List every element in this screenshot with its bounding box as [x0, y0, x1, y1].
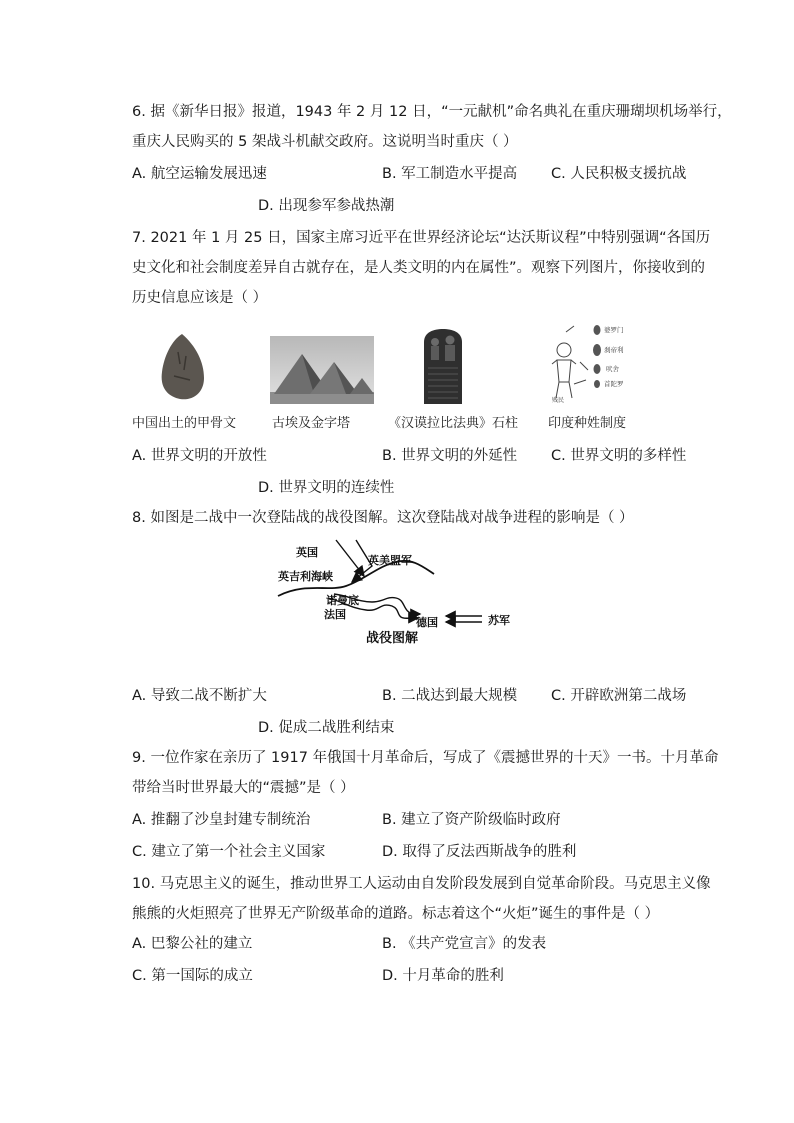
q9-option-c: C. 建立了第一个社会主义国家 — [132, 844, 326, 860]
q7-stem-line-3: 历史信息应该是（ ） — [132, 290, 268, 306]
q6-option-c: C. 人民积极支援抗战 — [551, 166, 687, 182]
pyramids-image — [270, 336, 374, 404]
label-britain: 英国 — [296, 546, 318, 559]
q7-option-c: C. 世界文明的多样性 — [551, 448, 687, 464]
label-normandy: 诺曼底 — [326, 594, 359, 607]
hammurabi-stele-image — [420, 328, 466, 404]
caption-pyramids: 古埃及金字塔 — [272, 416, 351, 431]
q10-stem-line-1: 10. 马克思主义的诞生，推动世界工人运动由自发阶段发展到自觉革命阶段。马克思主义像 — [132, 876, 711, 892]
label-allied-forces: 英美盟军 — [368, 554, 412, 567]
q9-stem-line-2: 带给当时世界最大的“震撼”是（ ） — [132, 780, 355, 796]
q10-option-a: A. 巴黎公社的建立 — [132, 936, 253, 952]
q9-option-b: B. 建立了资产阶级临时政府 — [382, 812, 561, 828]
q8-option-b: B. 二战达到最大规模 — [382, 688, 518, 704]
caste-label-vaishya: 吠舍 — [606, 365, 619, 373]
q7-stem-line-2: 史文化和社会制度差异自古就存在，是人类文明的内在属性”。观察下列图片，你接收到的 — [132, 260, 706, 276]
caste-label-untouchable: 贱民 — [552, 397, 565, 404]
q7-stem-line-1: 7. 2021 年 1 月 25 日，国家主席习近平在世界经济论坛“达沃斯议程”中特别强调“各国历 — [132, 230, 711, 246]
q6-stem-line-2: 重庆人民购买的 5 架战斗机献交政府。这说明当时重庆（ ） — [132, 134, 518, 150]
label-soviet-army: 苏军 — [488, 614, 510, 627]
q8-stem-line-1: 8. 如图是二战中一次登陆战的战役图解。这次登陆战对战争进程的影响是（ ） — [132, 510, 634, 526]
caste-system-image — [544, 320, 644, 404]
caste-label-kshatriya: 刹帝利 — [604, 346, 624, 354]
q10-option-d: D. 十月革命的胜利 — [382, 968, 504, 984]
q7-option-a: A. 世界文明的开放性 — [132, 448, 267, 464]
caption-oracle-bone: 中国出土的甲骨文 — [132, 416, 237, 431]
q8-option-a: A. 导致二战不断扩大 — [132, 688, 267, 704]
oracle-bone-image — [150, 330, 216, 402]
q8-option-d: D. 促成二战胜利结束 — [258, 720, 395, 736]
diagram-title: 战役图解 — [366, 631, 419, 646]
q6-option-d: D. 出现参军参战热潮 — [258, 198, 395, 214]
q10-stem-line-2: 熊熊的火炬照亮了世界无产阶级革命的道路。标志着这个“火炬”诞生的事件是（ ） — [132, 906, 660, 922]
q6-option-b: B. 军工制造水平提高 — [382, 166, 518, 182]
label-germany: 德国 — [416, 616, 438, 629]
caste-label-shudra: 首陀罗 — [604, 380, 624, 388]
q7-option-b: B. 世界文明的外延性 — [382, 448, 518, 464]
q9-option-d: D. 取得了反法西斯战争的胜利 — [382, 844, 577, 860]
q8-option-c: C. 开辟欧洲第二战场 — [551, 688, 687, 704]
q10-option-b: B. 《共产党宣言》的发表 — [382, 936, 547, 952]
caption-hammurabi: 《汉谟拉比法典》石柱 — [388, 416, 519, 431]
q10-option-c: C. 第一国际的成立 — [132, 968, 253, 984]
caption-caste-system: 印度种姓制度 — [548, 416, 627, 431]
label-france: 法国 — [324, 608, 346, 621]
q9-stem-line-1: 9. 一位作家在亲历了 1917 年俄国十月革命后，写成了《震撼世界的十天》一书。十月革命 — [132, 750, 719, 766]
q6-option-a: A. 航空运输发展迅速 — [132, 166, 267, 182]
q9-option-a: A. 推翻了沙皇封建专制统治 — [132, 812, 311, 828]
q6-stem-line-1: 6. 据《新华日报》报道，1943 年 2 月 12 日，“一元献机”命名典礼在重庆珊瑚坝机场举行， — [132, 104, 732, 120]
normandy-battle-diagram — [276, 536, 526, 650]
label-english-channel: 英吉利海峡 — [278, 570, 333, 583]
caste-label-brahmin: 婆罗门 — [604, 326, 624, 334]
q7-option-d: D. 世界文明的连续性 — [258, 480, 395, 496]
